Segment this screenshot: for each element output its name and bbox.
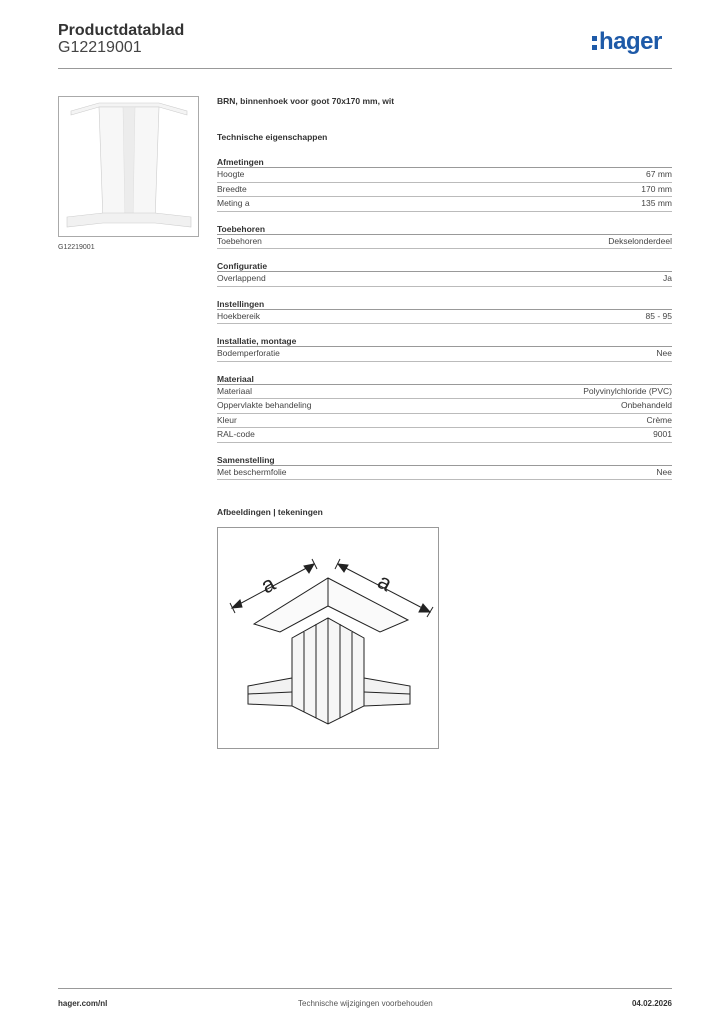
spec-value: Polyvinylchloride (PVC): [583, 385, 672, 396]
spec-row: [217, 347, 672, 362]
spec-label: Hoekbereik: [217, 310, 260, 321]
header-divider: [58, 68, 672, 69]
footer-notice: Technische wijzigingen voorbehouden: [298, 999, 433, 1008]
dimension-label-right: a: [373, 568, 397, 597]
spec-value: 170 mm: [641, 183, 672, 194]
spec-value: Dekselonderdeel: [608, 235, 672, 246]
technical-drawing: [217, 527, 439, 749]
spec-label: Toebehoren: [217, 235, 262, 246]
section-installatie: [217, 335, 672, 362]
inner-corner-drawing-icon: [218, 528, 438, 748]
product-photo-icon: [59, 97, 198, 236]
spec-row: [217, 235, 672, 250]
footer-date: 04.02.2026: [631, 999, 672, 1008]
spec-value: 135 mm: [641, 198, 672, 208]
section-title: Samenstelling: [217, 454, 672, 466]
footer-website-link[interactable]: hager.com/nl: [58, 999, 108, 1008]
spec-label: Bodemperforatie: [217, 348, 280, 358]
spec-label: Materiaal: [217, 385, 252, 396]
section-toebehoren: [217, 223, 672, 250]
product-code: G12219001: [58, 39, 142, 56]
spec-value: Crème: [646, 414, 672, 425]
spec-row: [217, 272, 672, 287]
spec-row: [217, 310, 672, 325]
section-title: Toebehoren: [217, 223, 672, 235]
spec-label: Met beschermfolie: [217, 466, 287, 477]
logo-text: hager: [599, 28, 662, 55]
spec-row: [217, 414, 672, 429]
product-thumbnail: [58, 96, 199, 237]
section-title: Afmetingen: [217, 156, 672, 168]
tech-heading: Technische eigenschappen: [217, 132, 328, 142]
spec-row: [217, 428, 672, 443]
spec-value: 9001: [653, 429, 672, 439]
spec-row: [217, 197, 672, 212]
section-instellingen: [217, 298, 672, 325]
spec-label: Breedte: [217, 183, 247, 194]
spec-label: Kleur: [217, 414, 237, 425]
spec-value: 67 mm: [646, 169, 672, 179]
spec-value: Ja: [663, 273, 672, 283]
spec-label: Overlappend: [217, 273, 266, 283]
section-afmetingen: [217, 156, 672, 212]
logo-dots-icon: [592, 32, 597, 50]
spec-row: [217, 466, 672, 481]
section-configuratie: [217, 260, 672, 287]
spec-row: [217, 399, 672, 414]
thumbnail-caption: G12219001: [58, 244, 95, 251]
section-materiaal: [217, 373, 672, 443]
hager-logo: [592, 28, 662, 56]
spec-content: [217, 96, 672, 480]
images-heading: Afbeeldingen | tekeningen: [217, 507, 323, 517]
page-title: Productdatablad: [58, 22, 185, 39]
section-title: Installatie, montage: [217, 335, 672, 347]
section-title: Materiaal: [217, 373, 672, 385]
spec-row: [217, 183, 672, 198]
spec-row: [217, 385, 672, 400]
section-samenstelling: [217, 454, 672, 481]
dimension-label-left: a: [256, 570, 280, 599]
spec-value: 85 - 95: [645, 310, 672, 321]
section-title: Instellingen: [217, 298, 672, 310]
spec-value: Nee: [656, 348, 672, 358]
spec-value: Nee: [656, 466, 672, 477]
spec-value: Onbehandeld: [620, 400, 672, 410]
spec-label: RAL-code: [217, 429, 255, 439]
footer-divider: [58, 988, 672, 989]
product-description: BRN, binnenhoek voor goot 70x170 mm, wit: [217, 96, 395, 106]
spec-label: Hoogte: [217, 169, 245, 179]
spec-row: [217, 168, 672, 183]
spec-label: Oppervlakte behandeling: [217, 400, 312, 410]
spec-label: Meting a: [217, 198, 250, 208]
section-title: Configuratie: [217, 260, 672, 272]
